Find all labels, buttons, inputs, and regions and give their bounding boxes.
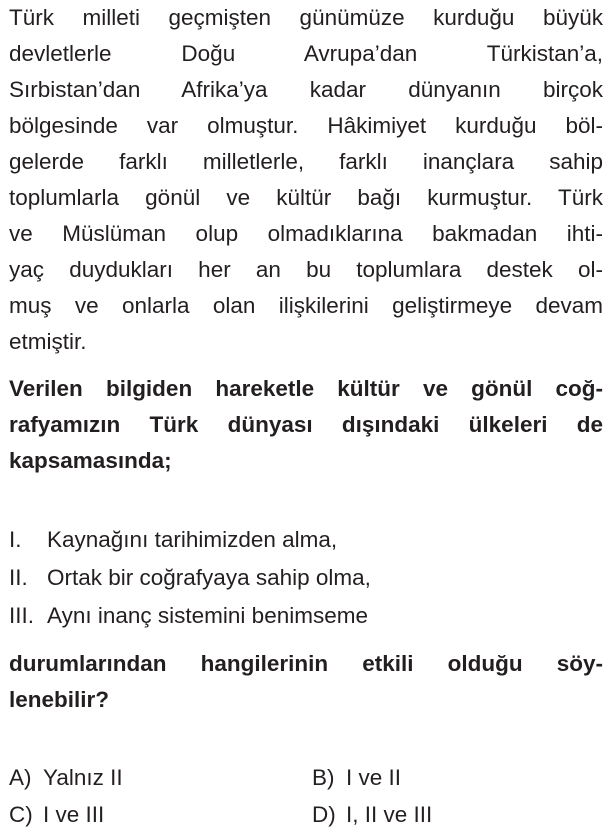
- option-text: I ve III: [43, 802, 105, 827]
- closing-line: lenebilir?: [9, 687, 110, 712]
- closing-line: durumlarından hangilerinin etkili olduğu söy-: [9, 651, 603, 676]
- passage-line: toplumlarla gönül ve kültür bağı kurmuştur. Türk: [9, 185, 603, 210]
- statement-numeral: I.: [9, 527, 22, 552]
- option-b[interactable]: [312, 763, 401, 793]
- option-text: I, II ve III: [346, 802, 433, 827]
- passage-line: devletlerle Doğu Avrupa’dan Türkistan’a,: [9, 41, 603, 66]
- stem-line: rafyamızın Türk dünyası dışındaki ülkeleri de: [9, 412, 603, 437]
- statement-text: Kaynağını tarihimizden alma,: [47, 527, 338, 552]
- option-letter: C): [9, 802, 33, 827]
- stem-line: Verilen bilgiden hareketle kültür ve gönül coğ-: [9, 376, 603, 401]
- option-a[interactable]: [9, 763, 123, 793]
- option-letter: A): [9, 765, 32, 790]
- passage-line: Sırbistan’dan Afrika’ya kadar dünyanın birçok: [9, 77, 603, 102]
- passage-line: bölgesinde var olmuştur. Hâkimiyet kurduğu böl-: [9, 113, 603, 138]
- option-c[interactable]: [9, 800, 104, 830]
- passage-line: muş ve onlarla olan ilişkilerini geliştirmeye devam: [9, 293, 603, 318]
- option-text: Yalnız II: [43, 765, 123, 790]
- option-letter: D): [312, 802, 336, 827]
- passage-line: yaç duydukları her an bu toplumlara destek ol-: [9, 257, 603, 282]
- option-d[interactable]: [312, 800, 432, 830]
- passage-line: Türk milleti geçmişten günümüze kurduğu büyük: [9, 5, 603, 30]
- statement-numeral: II.: [9, 565, 28, 590]
- statement-text: Aynı inanç sistemini benimseme: [47, 603, 368, 628]
- passage-line: gelerde farklı milletlerle, farklı inançlara sahip: [9, 149, 603, 174]
- passage-line: etmiştir.: [9, 329, 87, 354]
- stem-line: kapsamasında;: [9, 448, 172, 473]
- passage-line: ve Müslüman olup olmadıklarına bakmadan ihti-: [9, 221, 603, 246]
- statement-text: Ortak bir coğrafyaya sahip olma,: [47, 565, 371, 590]
- option-text: I ve II: [346, 765, 402, 790]
- option-letter: B): [312, 765, 335, 790]
- statement-numeral: III.: [9, 603, 35, 628]
